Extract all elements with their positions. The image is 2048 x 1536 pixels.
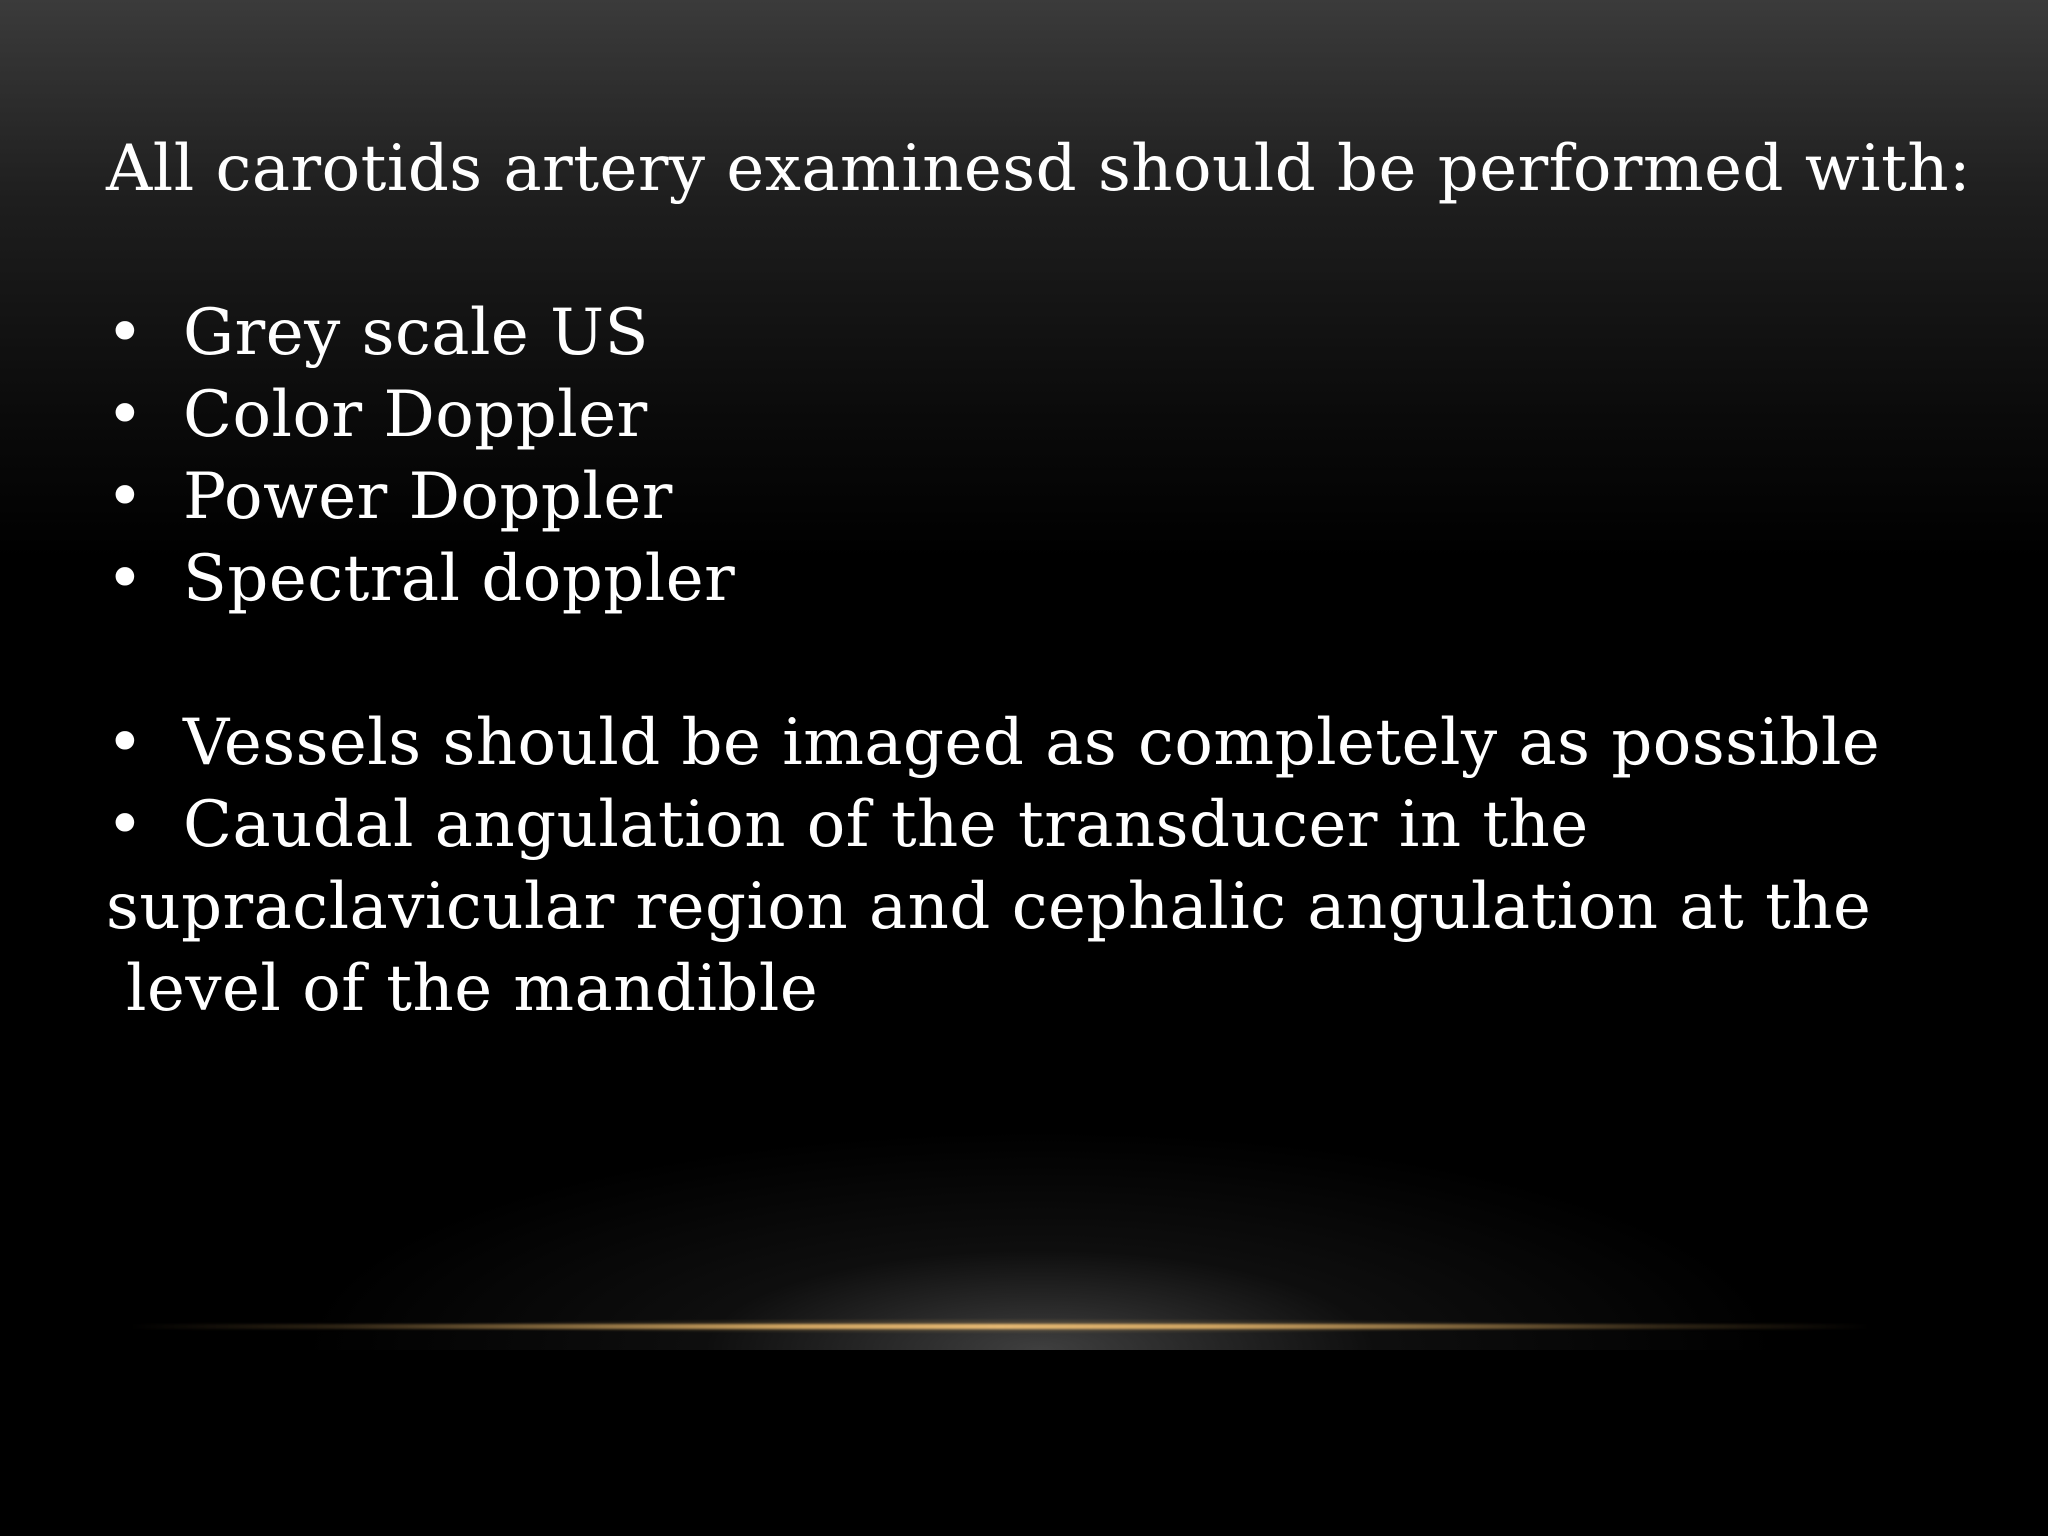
slide-body (106, 128, 2026, 1030)
bullet-icon: • (106, 378, 145, 452)
floor-glow (300, 1130, 1780, 1350)
modality-label: Power Doppler (183, 460, 673, 534)
list-item (106, 538, 2026, 620)
modality-list (106, 292, 2026, 620)
bullet-icon: • (106, 788, 145, 862)
bullet-icon: • (106, 706, 145, 780)
list-item (106, 702, 2026, 784)
accent-light-line (130, 1324, 1870, 1329)
list-item (106, 456, 2026, 538)
note-continuation: level of the mandible (126, 952, 819, 1026)
list-item (106, 784, 1946, 1030)
bullet-icon: • (106, 460, 145, 534)
bullet-icon: • (106, 542, 145, 616)
list-item (106, 292, 2026, 374)
list-item (106, 374, 2026, 456)
modality-label: Spectral doppler (183, 542, 736, 616)
modality-label: Color Doppler (183, 378, 648, 452)
bullet-icon: • (106, 296, 145, 370)
slide-heading: All carotids artery examinesd should be performed with: (106, 132, 1972, 206)
note-text: Vessels should be imaged as completely as possible (183, 706, 1881, 780)
modality-label: Grey scale US (183, 296, 649, 370)
note-text: Caudal angulation of the transducer in the supraclavicular region and cephalic angulation at the (106, 788, 1872, 944)
notes-list (106, 702, 2026, 1030)
